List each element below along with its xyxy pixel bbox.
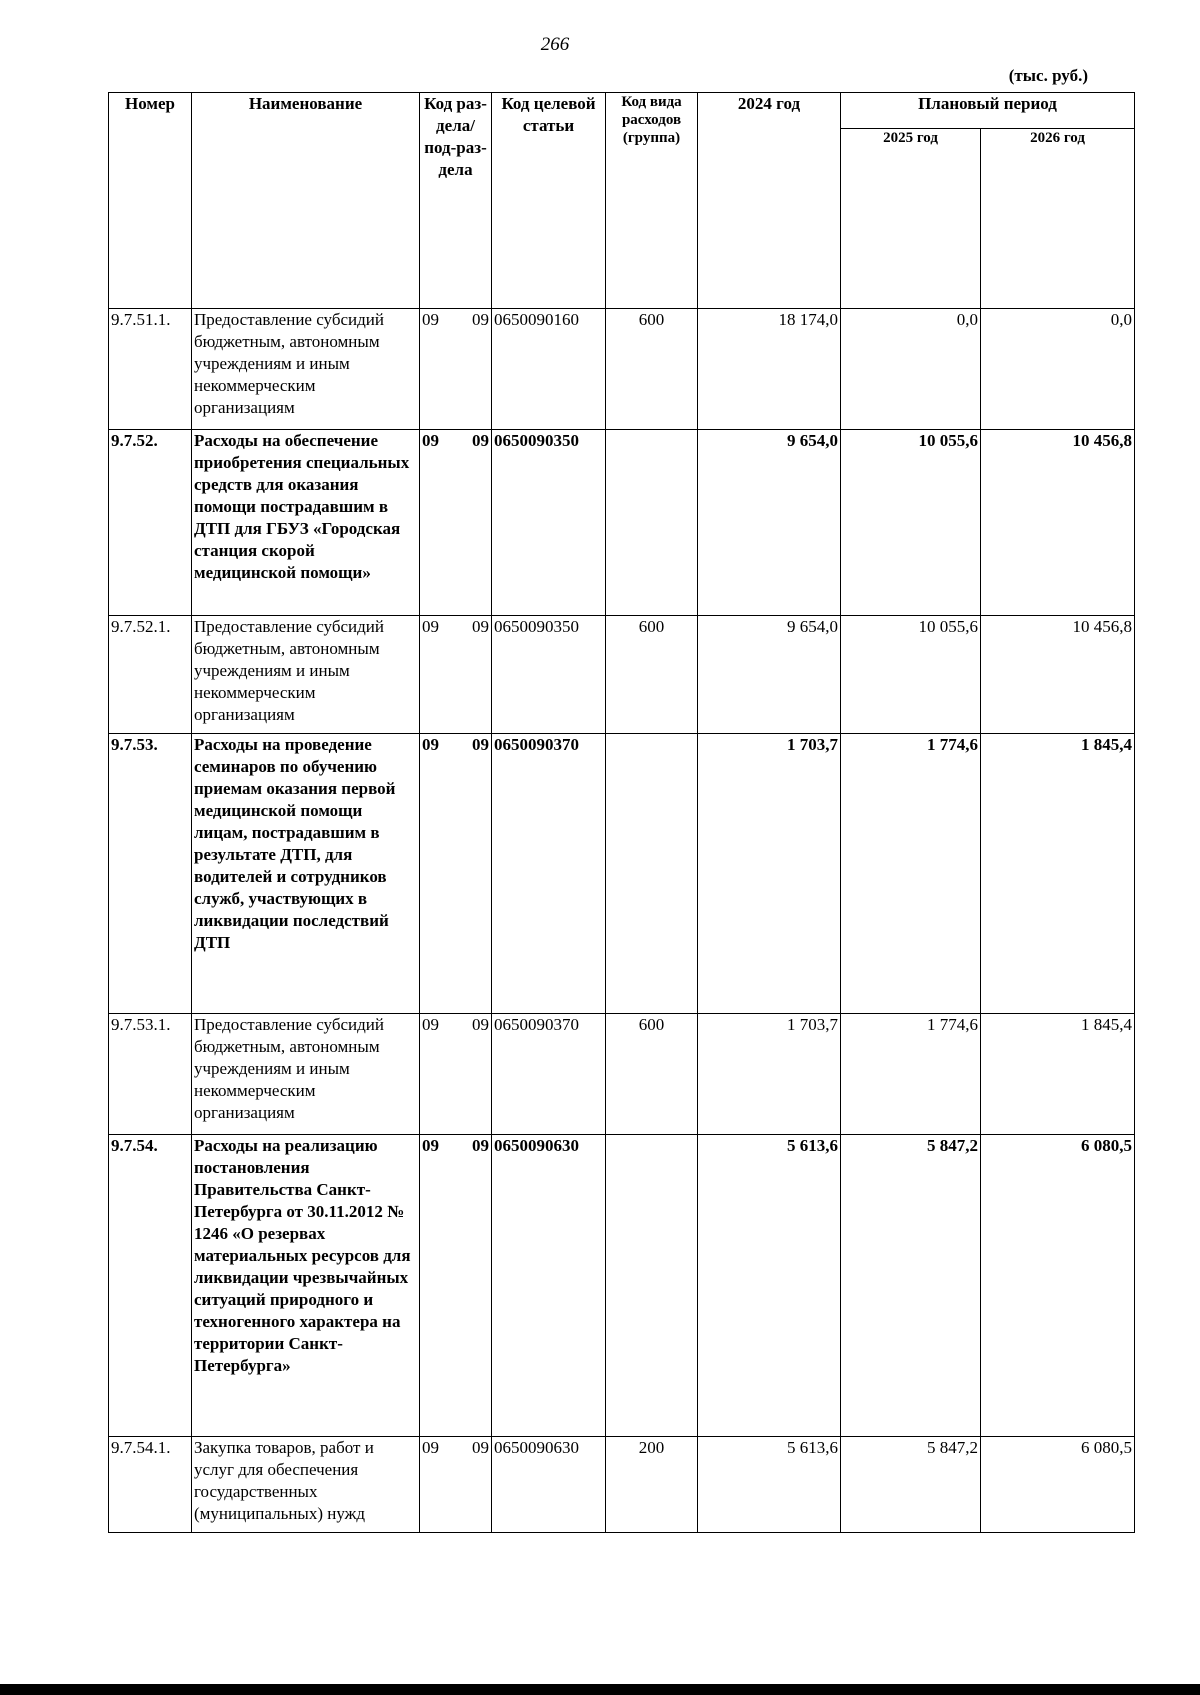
cell-celevaya: 0650090160 xyxy=(492,309,606,430)
razdel-code: 09 xyxy=(422,617,439,636)
cell-2026: 6 080,5 xyxy=(981,1135,1135,1437)
header-kod-razdela: Код раз-дела/ под-раз-дела xyxy=(420,93,492,309)
podrazdel-code: 09 xyxy=(472,617,489,636)
cell-name: Расходы на обеспечение приобретения специальных средств для оказания помощи пострадавшим в ДТП для ГБУЗ «Городская станция скорой медицинской помощи» xyxy=(192,430,420,616)
table-row xyxy=(109,430,1135,616)
cell-2024: 9 654,0 xyxy=(698,616,841,734)
cell-name: Предоставление субсидий бюджетным, автономным учреждениям и иным некоммерческим организациям xyxy=(192,309,420,430)
header-2025: 2025 год xyxy=(841,129,981,309)
table-row xyxy=(109,1135,1135,1437)
cell-nomer: 9.7.52. xyxy=(109,430,192,616)
cell-vid xyxy=(606,734,698,1014)
header-planovy-period: Плановый период xyxy=(841,93,1135,129)
cell-2025: 1 774,6 xyxy=(841,734,981,1014)
cell-vid: 600 xyxy=(606,616,698,734)
razdel-code: 09 xyxy=(422,1136,439,1155)
cell-2026: 10 456,8 xyxy=(981,616,1135,734)
razdel-code: 09 xyxy=(422,431,439,450)
cell-razdel xyxy=(420,309,492,430)
cell-2025: 10 055,6 xyxy=(841,616,981,734)
header-2026: 2026 год xyxy=(981,129,1135,309)
page-number: 266 xyxy=(540,34,570,55)
cell-name: Предоставление субсидий бюджетным, автономным учреждениям и иным некоммерческим организациям xyxy=(192,616,420,734)
cell-razdel xyxy=(420,1014,492,1135)
header-nomer: Номер xyxy=(109,93,192,309)
cell-2026: 10 456,8 xyxy=(981,430,1135,616)
cell-celevaya: 0650090370 xyxy=(492,734,606,1014)
units-label: (тыс. руб.) xyxy=(1008,66,1088,85)
header-2024: 2024 год xyxy=(698,93,841,309)
podrazdel-code: 09 xyxy=(472,1015,489,1034)
cell-razdel xyxy=(420,1135,492,1437)
table-row xyxy=(109,734,1135,1014)
cell-celevaya: 0650090350 xyxy=(492,430,606,616)
podrazdel-code: 09 xyxy=(472,1438,489,1457)
cell-celevaya: 0650090630 xyxy=(492,1437,606,1533)
cell-name: Расходы на реализацию постановления Правительства Санкт-Петербурга от 30.11.2012 № 1246 «О резервах материальных ресурсов для ликвидации чрезвычайных ситуаций природного и техногенного характера на территории Санкт-Петербурга» xyxy=(192,1135,420,1437)
cell-vid xyxy=(606,1135,698,1437)
razdel-code: 09 xyxy=(422,310,439,329)
table-row xyxy=(109,616,1135,734)
podrazdel-code: 09 xyxy=(472,310,489,329)
cell-2024: 1 703,7 xyxy=(698,1014,841,1135)
cell-razdel xyxy=(420,734,492,1014)
cell-2025: 10 055,6 xyxy=(841,430,981,616)
cell-name: Закупка товаров, работ и услуг для обеспечения государственных (муниципальных) нужд xyxy=(192,1437,420,1533)
table-row xyxy=(109,1014,1135,1135)
cell-celevaya: 0650090370 xyxy=(492,1014,606,1135)
podrazdel-code: 09 xyxy=(472,431,489,450)
cell-2025: 5 847,2 xyxy=(841,1437,981,1533)
podrazdel-code: 09 xyxy=(472,735,489,754)
cell-2024: 18 174,0 xyxy=(698,309,841,430)
cell-name: Расходы на проведение семинаров по обучению приемам оказания первой медицинской помощи лицам, пострадавшим в результате ДТП, для водителей и сотрудников служб, участвующих в ликвидации последствий ДТП xyxy=(192,734,420,1014)
cell-2024: 9 654,0 xyxy=(698,430,841,616)
scan-border xyxy=(0,1684,1200,1695)
budget-table xyxy=(108,92,1135,1533)
cell-nomer: 9.7.52.1. xyxy=(109,616,192,734)
cell-2026: 1 845,4 xyxy=(981,734,1135,1014)
cell-nomer: 9.7.54.1. xyxy=(109,1437,192,1533)
header-naimenovanie: Наименование xyxy=(192,93,420,309)
cell-razdel xyxy=(420,616,492,734)
table-row xyxy=(109,309,1135,430)
cell-2025: 5 847,2 xyxy=(841,1135,981,1437)
cell-nomer: 9.7.53. xyxy=(109,734,192,1014)
cell-nomer: 9.7.54. xyxy=(109,1135,192,1437)
cell-2024: 1 703,7 xyxy=(698,734,841,1014)
cell-2026: 1 845,4 xyxy=(981,1014,1135,1135)
razdel-code: 09 xyxy=(422,1438,439,1457)
cell-2025: 1 774,6 xyxy=(841,1014,981,1135)
razdel-code: 09 xyxy=(422,1015,439,1034)
header-kod-celevoy: Код целевой статьи xyxy=(492,93,606,309)
cell-razdel xyxy=(420,1437,492,1533)
cell-nomer: 9.7.53.1. xyxy=(109,1014,192,1135)
cell-razdel xyxy=(420,430,492,616)
header-kod-vida: Код вида расходов (группа) xyxy=(606,93,698,309)
razdel-code: 09 xyxy=(422,735,439,754)
cell-2026: 0,0 xyxy=(981,309,1135,430)
cell-2024: 5 613,6 xyxy=(698,1135,841,1437)
cell-name: Предоставление субсидий бюджетным, автономным учреждениям и иным некоммерческим организациям xyxy=(192,1014,420,1135)
cell-vid: 200 xyxy=(606,1437,698,1533)
cell-2024: 5 613,6 xyxy=(698,1437,841,1533)
cell-nomer: 9.7.51.1. xyxy=(109,309,192,430)
cell-vid: 600 xyxy=(606,1014,698,1135)
cell-2025: 0,0 xyxy=(841,309,981,430)
cell-celevaya: 0650090350 xyxy=(492,616,606,734)
podrazdel-code: 09 xyxy=(472,1136,489,1155)
cell-celevaya: 0650090630 xyxy=(492,1135,606,1437)
table-row xyxy=(109,1437,1135,1533)
cell-2026: 6 080,5 xyxy=(981,1437,1135,1533)
cell-vid xyxy=(606,430,698,616)
cell-vid: 600 xyxy=(606,309,698,430)
